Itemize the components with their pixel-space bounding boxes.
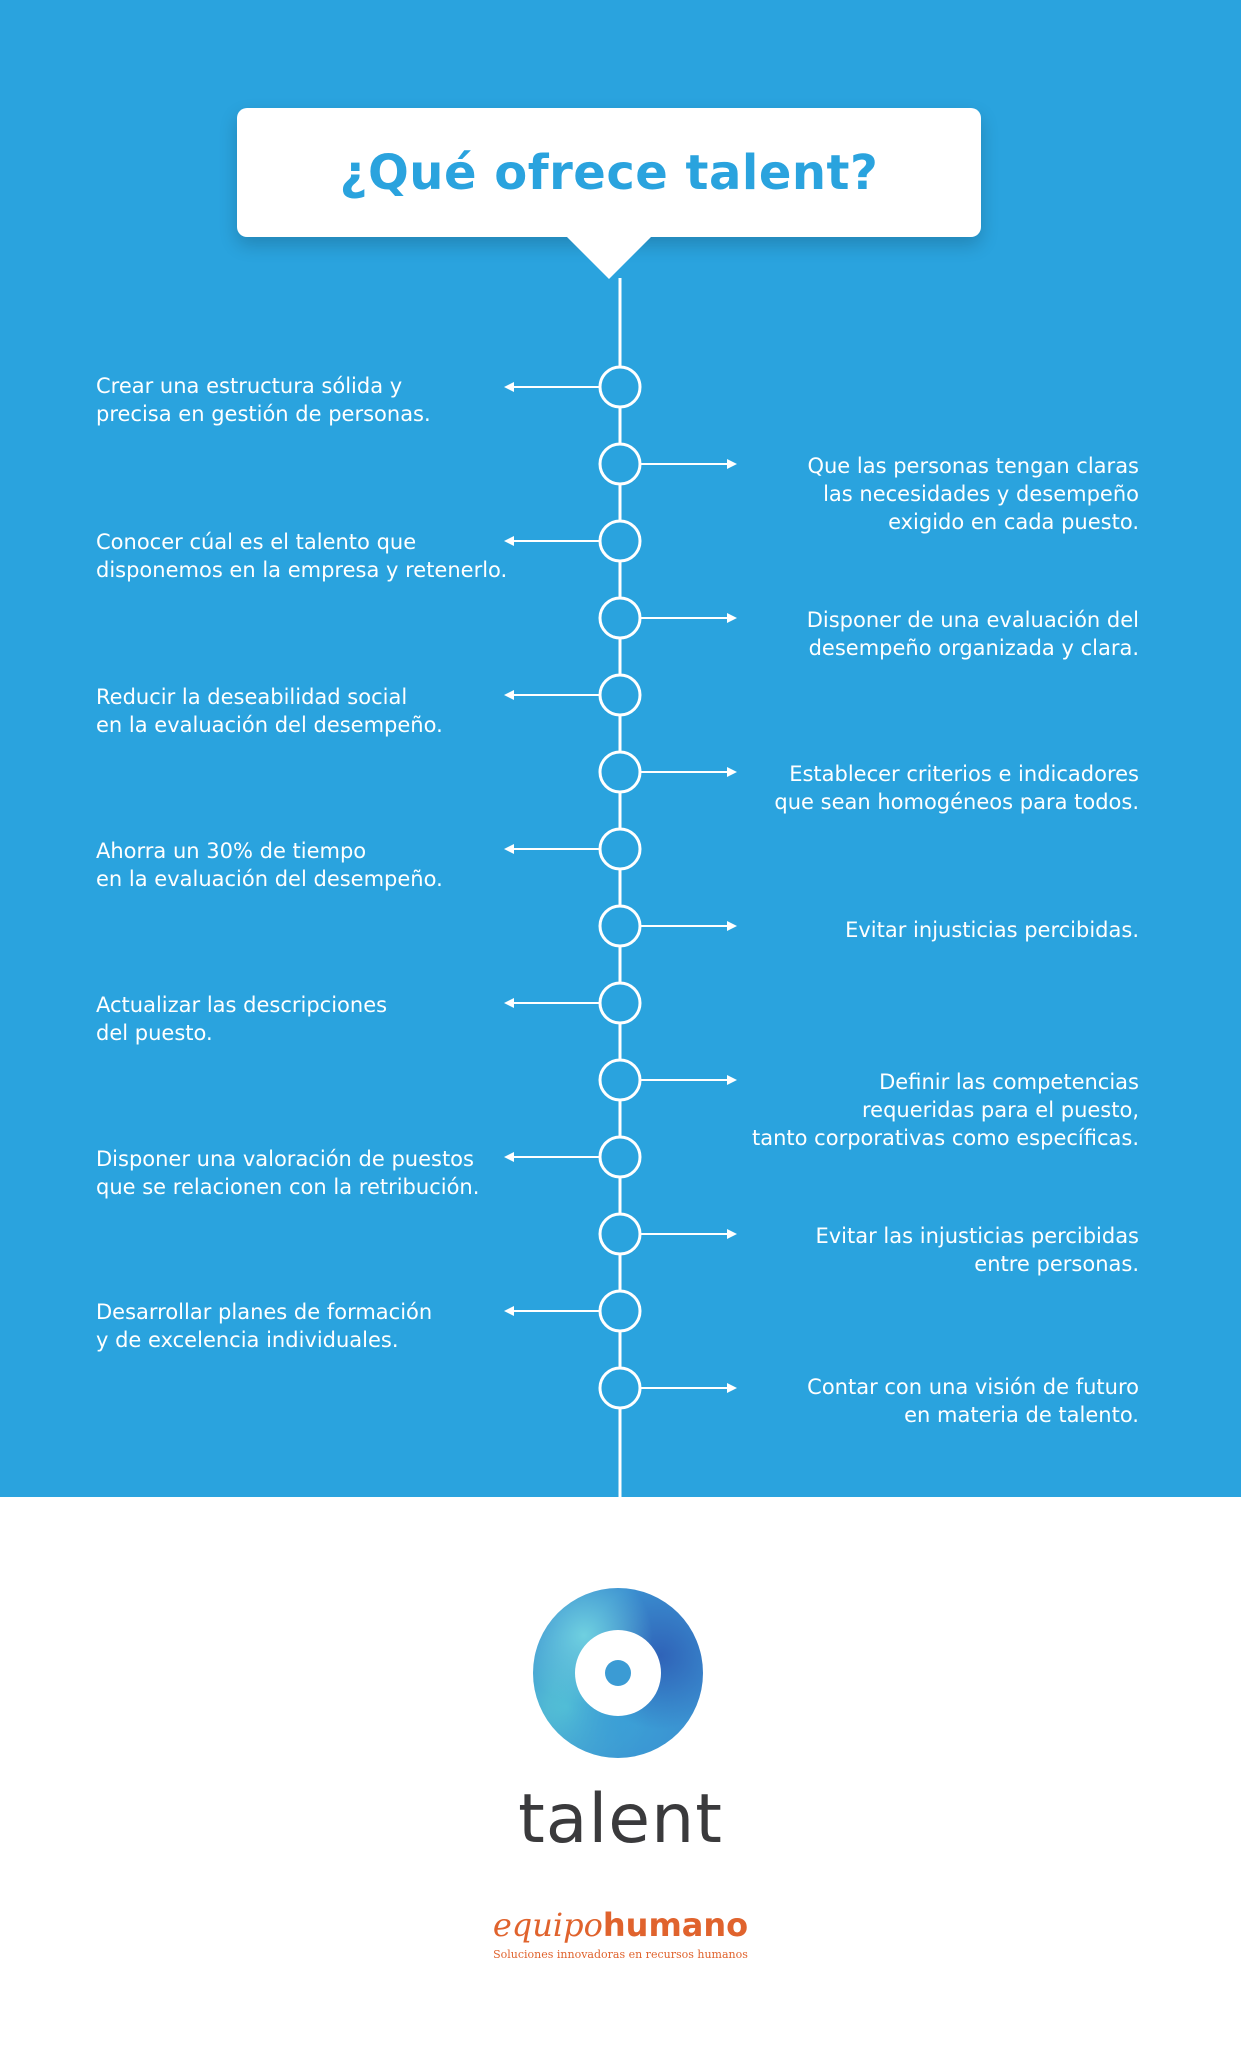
timeline-node	[600, 983, 640, 1023]
timeline-node	[600, 1214, 640, 1254]
timeline-node	[600, 1368, 640, 1408]
company-name	[0, 1906, 1241, 1944]
timeline-node	[600, 521, 640, 561]
timeline-item-right: Que las personas tengan claras las necesidades y desempeño exigido en cada puesto.	[807, 454, 1139, 534]
company-name-bold: humano	[602, 1906, 749, 1944]
timeline-item-right: Establecer criterios e indicadores que sean homogéneos para todos.	[774, 762, 1139, 814]
timeline-item-right: Contar con una visión de futuro en materia de talento.	[807, 1375, 1139, 1427]
talent-ring-logo-icon	[533, 1588, 703, 1758]
timeline-node	[600, 1060, 640, 1100]
timeline-node	[600, 675, 640, 715]
timeline-item-left: Reducir la deseabilidad social en la evaluación del desempeño.	[96, 685, 443, 737]
timeline-item-left: Ahorra un 30% de tiempo en la evaluación del desempeño.	[96, 839, 443, 891]
company-name-script: equipo	[492, 1906, 603, 1944]
timeline-item-right: Evitar las injusticias percibidas entre personas.	[815, 1224, 1139, 1276]
timeline-node	[600, 752, 640, 792]
timeline-item-right: Evitar injusticias percibidas.	[845, 918, 1139, 942]
timeline-item-right: Definir las competencias requeridas para el puesto, tanto corporativas como específicas.	[752, 1070, 1139, 1150]
timeline-node	[600, 367, 640, 407]
timeline-item-left: Crear una estructura sólida y precisa en gestión de personas.	[96, 374, 431, 426]
timeline-node	[600, 829, 640, 869]
company-logo	[0, 1906, 1241, 1961]
timeline-item-left: Conocer cúal es el talento que disponemos en la empresa y retenerlo.	[96, 530, 508, 582]
timeline-item-left: Desarrollar planes de formación y de excelencia individuales.	[96, 1300, 433, 1352]
timeline-node	[600, 1291, 640, 1331]
timeline-node	[600, 444, 640, 484]
timeline-node	[600, 906, 640, 946]
company-tagline: Soluciones innovadoras en recursos humanos	[493, 1948, 748, 1961]
page-title: ¿Qué ofrece talent?	[339, 144, 879, 201]
timeline-item-left: Actualizar las descripciones del puesto.	[96, 993, 388, 1045]
brand-wordmark: talent	[518, 1780, 723, 1859]
timeline-node	[600, 1137, 640, 1177]
timeline-item-right: Disponer de una evaluación del desempeño organizada y clara.	[806, 608, 1139, 660]
timeline-node	[600, 598, 640, 638]
timeline-item-left: Disponer una valoración de puestos que se relacionen con la retribución.	[96, 1147, 480, 1199]
logo-dot	[605, 1660, 631, 1686]
